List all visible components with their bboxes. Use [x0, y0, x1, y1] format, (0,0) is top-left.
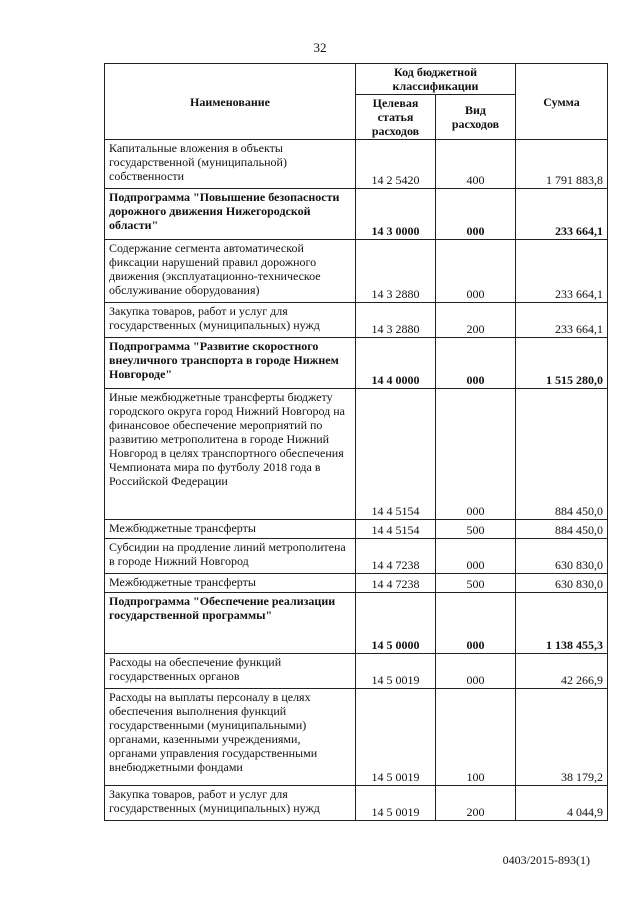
row-kind-cell: 200: [436, 303, 516, 338]
row-name-cell: Содержание сегмента автоматической фиксации нарушений правил дорожного движения (эксплуатационно-техническое обслуживание оборудования): [105, 240, 356, 303]
table-row: [105, 189, 608, 240]
table-row: [105, 140, 608, 189]
header-target-article: Целевая статья расходов: [356, 95, 436, 140]
row-name-cell: Межбюджетные трансферты: [105, 520, 356, 539]
header-classification: Код бюджетной классификации: [356, 64, 516, 95]
row-name-cell: Субсидии на продление линий метрополитена в городе Нижний Новгород: [105, 539, 356, 574]
table-row: [105, 539, 608, 574]
row-code-cell: 14 3 0000: [356, 189, 436, 240]
row-name-cell: Закупка товаров, работ и услуг для государственных (муниципальных) нужд: [105, 303, 356, 338]
row-kind-cell: 000: [436, 240, 516, 303]
header-name: Наименование: [105, 64, 356, 140]
row-kind-cell: 000: [436, 389, 516, 520]
table-row: [105, 689, 608, 786]
row-name-cell: Подпрограмма "Развитие скоростного внеуличного транспорта в городе Нижнем Новгороде": [105, 338, 356, 389]
row-name-cell: Закупка товаров, работ и услуг для государственных (муниципальных) нужд: [105, 786, 356, 821]
row-code-cell: 14 3 2880: [356, 303, 436, 338]
row-code-cell: 14 5 0019: [356, 689, 436, 786]
row-sum-cell: 630 830,0: [516, 574, 608, 593]
row-code-cell: 14 2 5420: [356, 140, 436, 189]
row-code-cell: 14 4 7238: [356, 539, 436, 574]
header-sum: Сумма: [516, 64, 608, 140]
row-sum-cell: 884 450,0: [516, 520, 608, 539]
budget-table: [104, 63, 608, 821]
row-kind-cell: 000: [436, 189, 516, 240]
row-kind-cell: 000: [436, 593, 516, 654]
header-row-1: [105, 64, 608, 95]
row-kind-cell: 000: [436, 654, 516, 689]
table-row: [105, 574, 608, 593]
row-code-cell: 14 4 0000: [356, 338, 436, 389]
row-sum-cell: 233 664,1: [516, 303, 608, 338]
table-row: [105, 654, 608, 689]
table-row: [105, 338, 608, 389]
row-kind-cell: 100: [436, 689, 516, 786]
row-name-cell: Межбюджетные трансферты: [105, 574, 356, 593]
header-expense-type: Вид расходов: [436, 95, 516, 140]
row-name-cell: Иные межбюджетные трансферты бюджету городского округа город Нижний Новгород на финансовое обеспечение мероприятий по развитию метрополитена в городе Нижний Новгород в целях транспортного обеспечения Чемпионата мира по футболу 2018 года в Российской Федерации: [105, 389, 356, 520]
row-name-cell: Капитальные вложения в объекты государственной (муниципальной) собственности: [105, 140, 356, 189]
row-sum-cell: 1 138 455,3: [516, 593, 608, 654]
row-name-cell: Расходы на обеспечение функций государственных органов: [105, 654, 356, 689]
row-kind-cell: 500: [436, 520, 516, 539]
row-sum-cell: 630 830,0: [516, 539, 608, 574]
page-number: 32: [313, 40, 327, 55]
row-code-cell: 14 5 0019: [356, 654, 436, 689]
row-name-cell: Подпрограмма "Повышение безопасности дорожного движения Нижегородской области": [105, 189, 356, 240]
table-row: [105, 240, 608, 303]
row-name-cell: Расходы на выплаты персоналу в целях обеспечения выполнения функций государственными (муниципальными) органами, казенными учреждениями, органами управления государственными внебюджетными фондами: [105, 689, 356, 786]
row-code-cell: 14 5 0000: [356, 593, 436, 654]
row-code-cell: 14 4 7238: [356, 574, 436, 593]
table-row: [105, 520, 608, 539]
row-kind-cell: 000: [436, 539, 516, 574]
row-kind-cell: 400: [436, 140, 516, 189]
row-code-cell: 14 4 5154: [356, 389, 436, 520]
row-sum-cell: 1 791 883,8: [516, 140, 608, 189]
row-code-cell: 14 3 2880: [356, 240, 436, 303]
row-code-cell: 14 5 0019: [356, 786, 436, 821]
row-kind-cell: 000: [436, 338, 516, 389]
row-kind-cell: 200: [436, 786, 516, 821]
row-sum-cell: 233 664,1: [516, 240, 608, 303]
table-body: [105, 140, 608, 821]
row-sum-cell: 233 664,1: [516, 189, 608, 240]
table-row: [105, 786, 608, 821]
row-kind-cell: 500: [436, 574, 516, 593]
row-code-cell: 14 4 5154: [356, 520, 436, 539]
table-row: [105, 389, 608, 520]
table-row: [105, 593, 608, 654]
row-sum-cell: 1 515 280,0: [516, 338, 608, 389]
row-sum-cell: 4 044,9: [516, 786, 608, 821]
row-sum-cell: 38 179,2: [516, 689, 608, 786]
document-code: 0403/2015-893(1): [502, 853, 590, 867]
table-row: [105, 303, 608, 338]
row-sum-cell: 42 266,9: [516, 654, 608, 689]
row-name-cell: Подпрограмма "Обеспечение реализации государственной программы": [105, 593, 356, 654]
row-sum-cell: 884 450,0: [516, 389, 608, 520]
